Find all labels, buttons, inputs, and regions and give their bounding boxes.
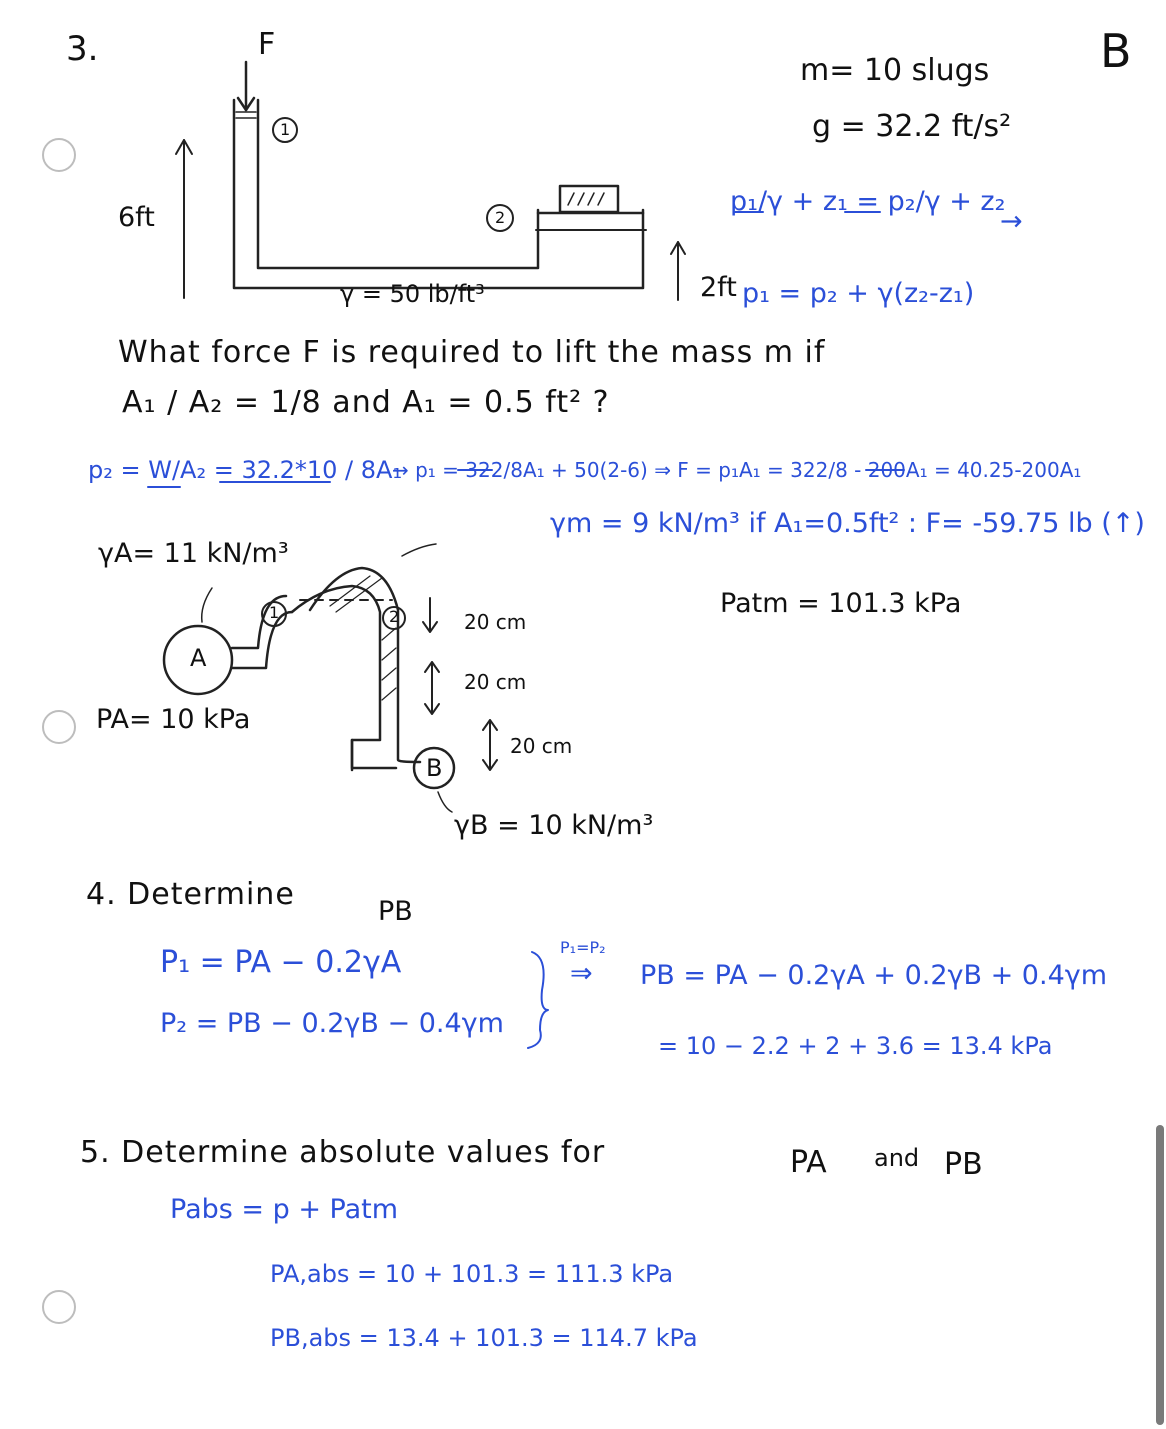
gamma-b-label: γB = 10 kN/m³ (454, 810, 654, 841)
problem-4-eq1: P₁ = PA − 0.2γA (160, 945, 402, 980)
problem-5-title: 5. Determine absolute values for (80, 1135, 606, 1170)
point-1-label: 1 (280, 120, 291, 139)
problem-4-implies: ⇒ (570, 958, 593, 989)
mass-given: m= 10 slugs (800, 53, 990, 88)
solution-p1: → p₁ = 322/8A₁ + 50(2-6) ⇒ F = p₁A₁ = 322/8 - 200A₁ = 40.25-200A₁ (392, 458, 1082, 482)
solution-force: γm = 9 kN/m³ if A₁=0.5ft² : F= -59.75 lb (↑) (550, 508, 1145, 539)
problem-4-result-2: = 10 − 2.2 + 2 + 3.6 = 13.4 kPa (658, 1032, 1053, 1060)
problem-4-title: 4. Determine (86, 877, 295, 912)
problem-5-and: and (874, 1144, 920, 1172)
problem-5-pb-abs: PB,abs = 13.4 + 101.3 = 114.7 kPa (270, 1324, 698, 1352)
solution-p2: p₂ = W/A₂ = 32.2*10 / 8A₁ (88, 456, 403, 484)
problem-4-condition: P₁=P₂ (560, 938, 606, 957)
gamma-a-label: γA= 11 kN/m³ (98, 538, 289, 569)
manometer-point-1: 1 (269, 603, 280, 622)
bulb-b-label: B (426, 754, 443, 782)
pa-value: PA= 10 kPa (96, 704, 251, 735)
corner-label: B (1100, 24, 1132, 78)
height-right-label: 2ft (700, 272, 737, 303)
problem-number: 3. (66, 29, 99, 69)
point-2-label: 2 (495, 208, 506, 227)
dimension-middle: 20 cm (464, 670, 527, 694)
arrow-right: → (1000, 206, 1023, 237)
hydraulic-lift-sketch (176, 62, 685, 300)
gravity-given: g = 32.2 ft/s² (812, 109, 1012, 144)
question-line-2: A₁ / A₂ = 1/8 and A₁ = 0.5 ft² ? (122, 385, 610, 420)
curly-brace (528, 952, 548, 1048)
gamma-label: γ = 50 lb/ft³ (340, 280, 485, 308)
problem-4-target: PB (378, 896, 413, 927)
p1-relation: p₁ = p₂ + γ(z₂-z₁) (742, 278, 975, 309)
problem-4-eq2: P₂ = PB − 0.2γB − 0.4γm (160, 1008, 504, 1039)
atm-pressure-label: Patm = 101.3 kPa (720, 588, 962, 619)
problem-5-target-b: PB (944, 1147, 983, 1182)
bernoulli-equation: p₁/γ + z₁ = p₂/γ + z₂ (730, 186, 1006, 217)
problem-5-pa-abs: PA,abs = 10 + 101.3 = 111.3 kPa (270, 1260, 674, 1288)
problem-5-target-a: PA (790, 1145, 827, 1180)
force-label: F (258, 27, 276, 62)
manometer-point-2: 2 (389, 607, 400, 626)
manometer-sketch (164, 544, 497, 812)
height-left-label: 6ft (118, 202, 155, 233)
problem-5-formula: Pabs = p + Patm (170, 1194, 399, 1225)
bulb-a-label: A (190, 644, 207, 672)
question-line-1: What force F is required to lift the mass m if (118, 335, 826, 370)
dimension-top: 20 cm (464, 610, 527, 634)
dimension-bottom: 20 cm (510, 734, 573, 758)
problem-4-result-1: PB = PA − 0.2γA + 0.2γB + 0.4γm (640, 960, 1108, 991)
